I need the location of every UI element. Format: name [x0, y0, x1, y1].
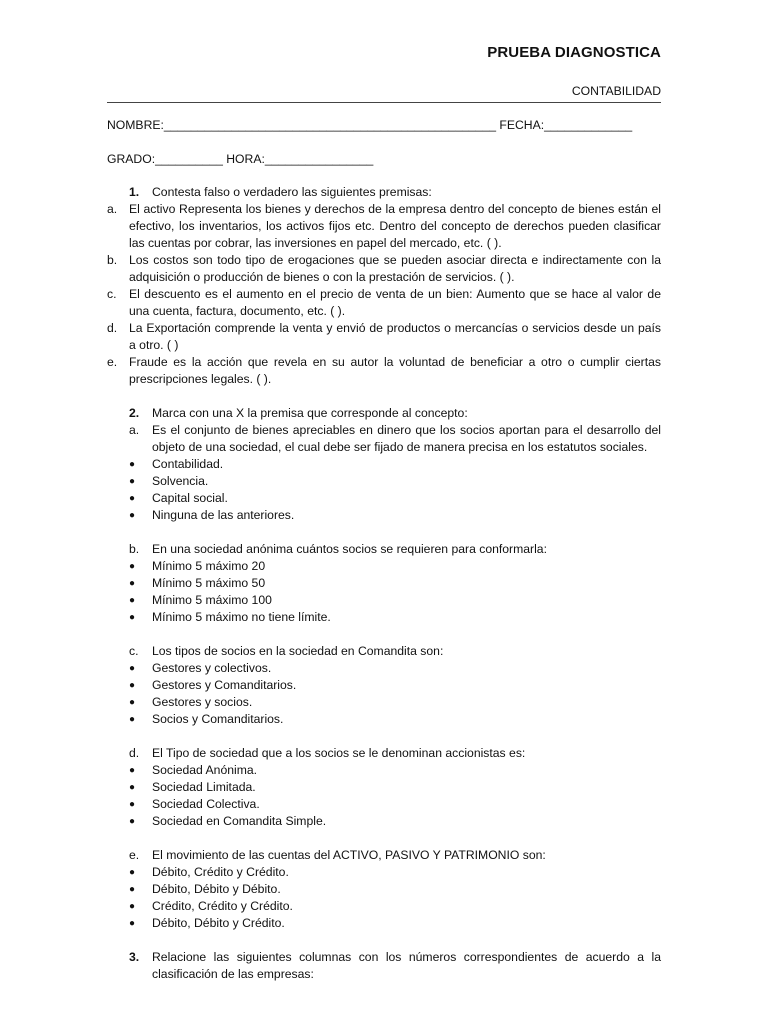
bullet-icon: ●	[129, 918, 136, 929]
item-text: Es el conjunto de bienes apreciables en dinero que los socios aportan para el desarrollo del objeto de una sociedad, el cual debe ser fijado de manera precisa en los estatutos sociales.	[152, 423, 661, 454]
option-text: Capital social.	[152, 491, 228, 505]
item-label: a.	[129, 423, 140, 437]
option-text: Débito, Débito y Crédito.	[152, 916, 285, 930]
q2a-option[interactable]	[107, 473, 661, 490]
item-label: d.	[129, 746, 140, 760]
bullet-icon: ●	[129, 612, 136, 623]
option-text: Gestores y Comanditarios.	[152, 678, 297, 692]
option-text: Gestores y colectivos.	[152, 661, 272, 675]
item-text: Los costos son todo tipo de erogaciones que se pueden asociar directa e indirectamente con la adquisición o producción de bienes o con la prestación de servicios. ( ).	[129, 253, 661, 284]
bullet-icon: ●	[129, 901, 136, 912]
q2-group-b	[107, 541, 661, 558]
item-label: c.	[107, 287, 117, 301]
question-2-header	[107, 405, 661, 422]
option-text: Ninguna de las anteriores.	[152, 508, 295, 522]
bullet-icon: ●	[129, 663, 136, 674]
item-text: El activo Representa los bienes y derechos de la empresa dentro del concepto de bienes están el efectivo, los inventarios, los activos fijos etc. Dentro del concepto de derechos pueden clasificar las cuentas por cobrar, las inversiones en papel del mercado, etc. ( ).	[129, 202, 661, 250]
option-text: Mínimo 5 máximo 50	[152, 576, 266, 590]
bullet-icon: ●	[129, 714, 136, 725]
header-divider	[107, 102, 661, 103]
bullet-icon: ●	[129, 510, 136, 521]
bullet-icon: ●	[129, 680, 136, 691]
q2a-option[interactable]	[107, 507, 661, 524]
bullet-icon: ●	[129, 459, 136, 470]
grado-hora-line: GRADO:__________ HORA:________________	[107, 152, 374, 166]
q2b-option[interactable]	[107, 592, 661, 609]
q2e-option[interactable]	[107, 881, 661, 898]
bullet-icon: ●	[129, 782, 136, 793]
q2b-option[interactable]	[107, 558, 661, 575]
q1-item-c	[107, 286, 661, 320]
q2a-option[interactable]	[107, 490, 661, 507]
option-text: Sociedad Anónima.	[152, 763, 258, 777]
q2b-option[interactable]	[107, 575, 661, 592]
document-title: PRUEBA DIAGNOSTICA	[487, 44, 661, 61]
item-text: La Exportación comprende la venta y envió de productos o mercancías o servicios desde un país a otro. ( )	[129, 321, 661, 352]
option-text: Mínimo 5 máximo no tiene límite.	[152, 610, 331, 624]
item-label: c.	[129, 644, 139, 658]
q2-group-e	[107, 847, 661, 864]
q1-item-a	[107, 201, 661, 252]
q2c-option[interactable]	[107, 694, 661, 711]
question-prompt: Marca con una X la premisa que corresponde al concepto:	[152, 406, 468, 420]
item-text: El Tipo de sociedad que a los socios se le denominan accionistas es:	[152, 746, 526, 760]
option-text: Débito, Débito y Débito.	[152, 882, 281, 896]
option-text: Socios y Comanditarios.	[152, 712, 284, 726]
option-text: Mínimo 5 máximo 20	[152, 559, 266, 573]
q2c-option[interactable]	[107, 677, 661, 694]
q2e-option[interactable]	[107, 864, 661, 881]
bullet-icon: ●	[129, 816, 136, 827]
option-text: Gestores y socios.	[152, 695, 253, 709]
question-number: 2.	[129, 406, 140, 420]
q2d-option[interactable]	[107, 796, 661, 813]
question-1-header	[107, 184, 661, 201]
q2d-option[interactable]	[107, 813, 661, 830]
q2-group-a	[107, 422, 661, 456]
bullet-icon: ●	[129, 493, 136, 504]
option-text: Sociedad Limitada.	[152, 780, 256, 794]
bullet-icon: ●	[129, 476, 136, 487]
q2a-option[interactable]	[107, 456, 661, 473]
question-prompt: Contesta falso o verdadero las siguientes premisas:	[152, 185, 432, 199]
question-number: 1.	[129, 185, 140, 199]
question-number: 3.	[129, 950, 140, 964]
subject-label: CONTABILIDAD	[571, 84, 661, 98]
question-3-header	[107, 949, 661, 983]
item-label: a.	[107, 202, 118, 216]
option-text: Crédito, Crédito y Crédito.	[152, 899, 293, 913]
q2-group-c	[107, 643, 661, 660]
item-label: b.	[129, 542, 140, 556]
exam-content	[107, 184, 661, 983]
option-text: Sociedad Colectiva.	[152, 797, 260, 811]
option-text: Débito, Crédito y Crédito.	[152, 865, 289, 879]
q2e-option[interactable]	[107, 915, 661, 932]
q2e-option[interactable]	[107, 898, 661, 915]
bullet-icon: ●	[129, 578, 136, 589]
option-text: Solvencia.	[152, 474, 209, 488]
bullet-icon: ●	[129, 799, 136, 810]
option-text: Contabilidad.	[152, 457, 224, 471]
bullet-icon: ●	[129, 765, 136, 776]
question-prompt: Relacione las siguientes columnas con los números correspondientes de acuerdo a la clasificación de las empresas:	[152, 950, 661, 981]
q2c-option[interactable]	[107, 711, 661, 728]
q2-group-d	[107, 745, 661, 762]
q2c-option[interactable]	[107, 660, 661, 677]
item-text: El movimiento de las cuentas del ACTIVO, PASIVO Y PATRIMONIO son:	[152, 848, 546, 862]
item-text: Fraude es la acción que revela en su autor la voluntad de beneficiar a otro o cumplir ciertas prescripciones legales. ( ).	[129, 355, 661, 386]
item-text: En una sociedad anónima cuántos socios se requieren para conformarla:	[152, 542, 547, 556]
q1-item-e	[107, 354, 661, 388]
item-text: El descuento es el aumento en el precio de venta de un bien: Aumento que se hace al valor de una cuenta, factura, documento, etc. ( ).	[129, 287, 661, 318]
item-label: e.	[129, 848, 140, 862]
q2b-option[interactable]	[107, 609, 661, 626]
q1-item-b	[107, 252, 661, 286]
item-text: Los tipos de socios en la sociedad en Comandita son:	[152, 644, 444, 658]
q2d-option[interactable]	[107, 779, 661, 796]
nombre-fecha-line: NOMBRE:_________________________________________________ FECHA:_____________	[107, 118, 633, 132]
bullet-icon: ●	[129, 867, 136, 878]
option-text: Mínimo 5 máximo 100	[152, 593, 272, 607]
item-label: d.	[107, 321, 118, 335]
q2d-option[interactable]	[107, 762, 661, 779]
bullet-icon: ●	[129, 595, 136, 606]
item-label: e.	[107, 355, 118, 369]
option-text: Sociedad en Comandita Simple.	[152, 814, 327, 828]
bullet-icon: ●	[129, 884, 136, 895]
item-label: b.	[107, 253, 118, 267]
bullet-icon: ●	[129, 697, 136, 708]
q1-item-d	[107, 320, 661, 354]
bullet-icon: ●	[129, 561, 136, 572]
